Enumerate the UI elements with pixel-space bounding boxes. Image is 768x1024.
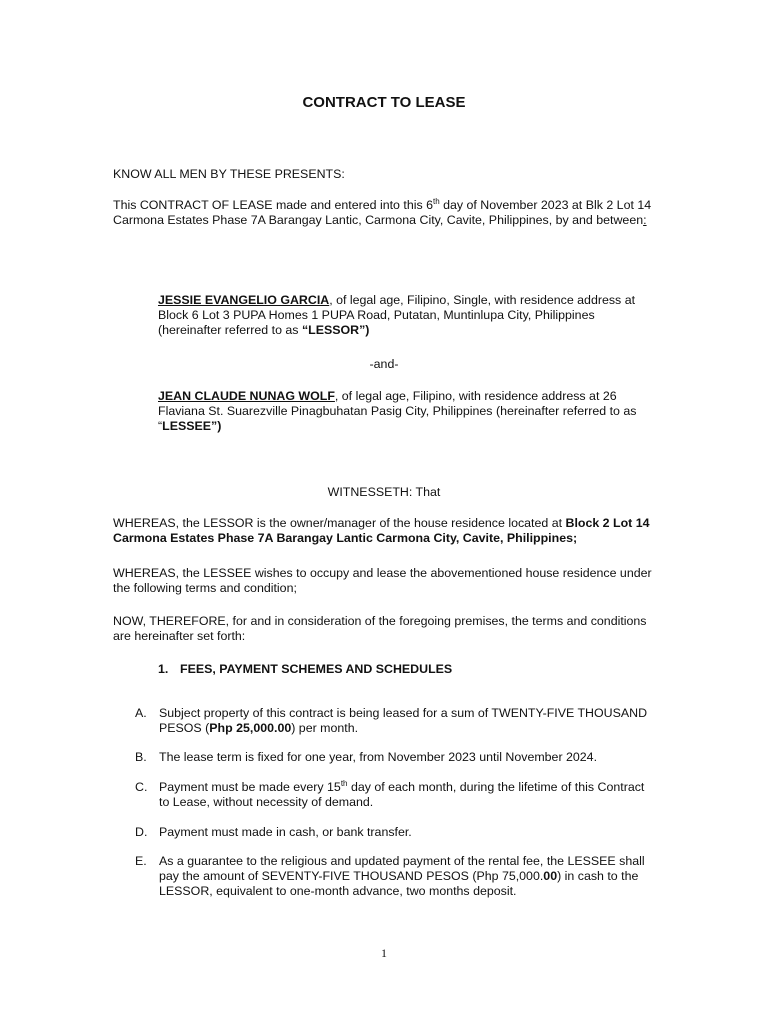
- lessee-paragraph: JEAN CLAUDE NUNAG WOLF, of legal age, Filipino, with residence address at 26 Flaviana St. Suarezville Pinagbuhatan Pasig City, Philippines (hereinafter referred to as “LESSEE”): [158, 389, 637, 434]
- whereas-lessor-paragraph: WHEREAS, the LESSOR is the owner/manager of the house residence located at Block 2 Lot 14 Carmona Estates Phase 7A Barangay Lantic Carmona City, Cavite, Philippines;: [113, 516, 650, 546]
- know-all-paragraph: KNOW ALL MEN BY THESE PRESENTS:: [113, 167, 345, 181]
- list-item-b: B. The lease term is fixed for one year, from November 2023 until November 2024.: [135, 750, 598, 764]
- lessor-name: JESSIE EVANGELIO GARCIA: [158, 293, 330, 307]
- lessor-paragraph: JESSIE EVANGELIO GARCIA, of legal age, Filipino, Single, with residence address at Block 6 Lot 3 PUPA Homes 1 PUPA Road, Putatan, Muntinlupa City, Philippines (hereinafter referred to as “LESSOR”): [158, 293, 636, 338]
- document-title: CONTRACT TO LEASE: [302, 94, 466, 111]
- and-separator: -and-: [369, 357, 399, 371]
- whereas-lessee-paragraph: WHEREAS, the LESSEE wishes to occupy and lease the abovementioned house residence under the following terms and condition;: [113, 566, 652, 596]
- list-item-c: C. Payment must be made every 15th day of each month, during the lifetime of this Contract to Lease, without necessity of demand.: [135, 779, 645, 810]
- now-therefore-paragraph: NOW, THEREFORE, for and in consideration of the foregoing premises, the terms and conditions are hereinafter set forth:: [113, 614, 647, 644]
- lessee-name: JEAN CLAUDE NUNAG WOLF: [158, 389, 335, 403]
- intro-paragraph: This CONTRACT OF LEASE made and entered into this 6th day of November 2023 at Blk 2 Lot 14 Carmona Estates Phase 7A Barangay Lantic, Carmona City, Cavite, Philippines, by and between:: [113, 197, 652, 228]
- list-item-e: E. As a guarantee to the religious and updated payment of the rental fee, the LESSEE shall pay the amount of SEVENTY-FIVE THOUSAND PESOS (Php 75,000.00) in cash to the LESSOR, equivalent to one-month advance, two months deposit.: [135, 854, 645, 899]
- list-item-a: A. Subject property of this contract is being leased for a sum of TWENTY-FIVE THOUSAND PESOS (Php 25,000.00) per month.: [135, 706, 648, 736]
- page-number: 1: [381, 946, 387, 960]
- section-1-heading: 1. FEES, PAYMENT SCHEMES AND SCHEDULES: [158, 662, 453, 676]
- list-item-d: D. Payment must made in cash, or bank transfer.: [135, 825, 412, 839]
- witnesseth-heading: WITNESSETH: That: [327, 485, 441, 499]
